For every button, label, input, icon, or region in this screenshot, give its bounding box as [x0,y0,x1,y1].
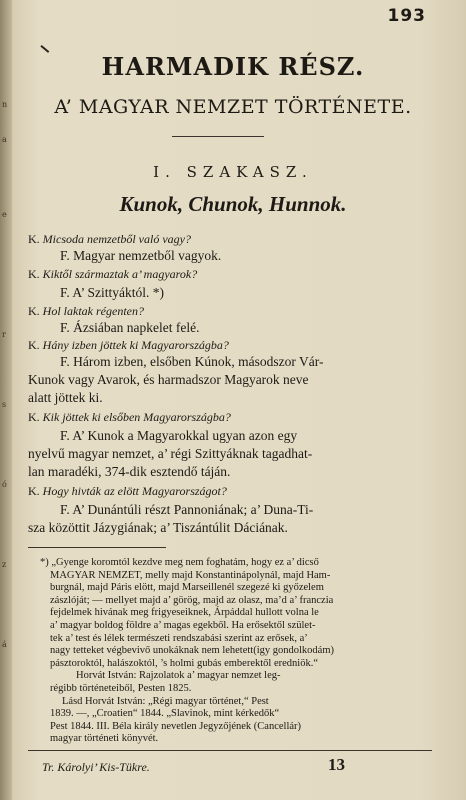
part-subtitle: A’ MAGYAR NEMZET TÖRTÉNETE. [54,96,412,118]
footnote-line: *) „Gyenge koromtól kezdve meg nem foghatám, hogy ez a’ dicső [40,557,319,568]
footnote-line: fejdelmek hivának meg frigyeseiknek, Árpáddal hullott volna le [50,607,319,619]
answer-line: F. A’ Kunok a Magyarokkal ugyan azon egy [60,428,298,443]
footer-divider [28,750,432,751]
footnote-line: Horvát István: Rajzolatok a’ magyar nemzet leg- [76,670,281,682]
question-line [28,304,144,319]
answer-line: sza közöttit Jázygiának; a’ Tiszántúlit Dáciának. [28,520,288,535]
answer-line: F. A’ Dunántúli részt Pannoniának; a’ Duna-Ti- [60,502,314,517]
question-marker: K. [28,304,40,318]
answer-line: lan maradéki, 374-dik esztendő táján. [28,464,231,479]
question-text: Micsoda nemzetből való vagy? [42,232,191,246]
section-label: I. SZAKASZ. [153,163,313,181]
gutter-mark: r [2,330,6,339]
question-line [28,267,197,282]
question-line [28,484,227,499]
question-marker: K. [28,232,40,246]
page-number: 193 [387,6,426,26]
footnote-line: Lásd Horvát István: „Régi magyar történet,“ Pest [62,695,269,707]
question-marker: K. [28,338,40,352]
footnote-divider [28,547,166,548]
book-gutter [0,0,12,800]
gutter-mark: ó [2,480,7,489]
signature-number: 13 [328,755,345,774]
answer-line: F. Magyar nemzetből vagyok. [60,248,222,263]
question-text: Kik jöttek ki elsőben Magyarországba? [42,410,231,424]
title-divider [172,136,264,137]
footnote-line: zászlóját; — mellyet majd a’ görög, majd az olasz, ma’d a’ franczia [50,594,334,606]
question-marker: K. [28,484,40,498]
answer-line: F. Ázsiában napkelet felé. [60,320,200,335]
gutter-mark: s [2,400,7,409]
signature-line: Tr. Károlyi’ Kis-Tükre. [42,760,150,774]
question-text: Hol laktak régenten? [42,304,144,318]
footnote-line: MAGYAR NEMZET, melly majd Konstantinápolynál, majd Ham- [50,569,331,581]
question-text: Hány izben jöttek ki Magyarországba? [42,338,229,352]
answer-line: F. A’ Szittyáktól. *) [60,285,165,300]
footnote-line: burgnál, majd Páris elött, majd Marseillenél szegezé ki győzelem [50,582,324,594]
section-title: Kunok, Chunok, Hunnok. [119,192,347,216]
answer-line: F. Három izben, elsőben Kúnok, másodszor Vár- [60,354,324,369]
question-text: Hogy hivták az elött Magyarországot? [42,484,227,498]
question-marker: K. [28,267,40,281]
answer-line: alatt jöttek ki. [28,390,103,405]
footnote-line: nagy tetteket végbevivő unokáknak nem lehetett(igy gondolkodám) [50,645,335,657]
question-line [28,232,191,247]
part-title: HARMADIK RÉSZ. [101,52,365,81]
answer-line: Kunok vagy Avarok, és harmadszor Magyarok neve [28,372,309,387]
gutter-mark: z [2,560,7,569]
footnote-line: régibb történeteiből, Pesten 1825. [50,683,192,694]
footnote-line: pásztoroktól, halászoktól, ’s holmi gubás emberektől eredniök.“ [50,657,318,669]
question-text: Kiktől származtak a’ magyarok? [42,267,198,281]
footnote-line: a’ magyar boldog földre a’ magas egekből. Ha erősektől szület- [50,620,316,631]
footnote-line: Pest 1844. III. Béla király nevetlen Jegyzőjének (Cancellár) [50,720,302,732]
question-line [28,338,229,353]
question-line [28,410,231,425]
gutter-mark: n [2,100,8,109]
footnote-line: magyar történeti könyvét. [50,733,159,745]
question-marker: K. [28,410,40,424]
gutter-mark: e [2,210,7,219]
footnote-line: tek a’ test és lélek természeti rendszabási szerint az erősek, a’ [50,632,308,644]
footnote-line: 1839. —, „Croatien“ 1844. „Slavinok, mint kérkedők“ [50,708,280,720]
gutter-mark: a [2,135,7,144]
answer-line: nyelvű magyar nemzet, a’ régi Szittyáknak tagadhat- [28,446,313,461]
gutter-mark: á [2,640,7,649]
